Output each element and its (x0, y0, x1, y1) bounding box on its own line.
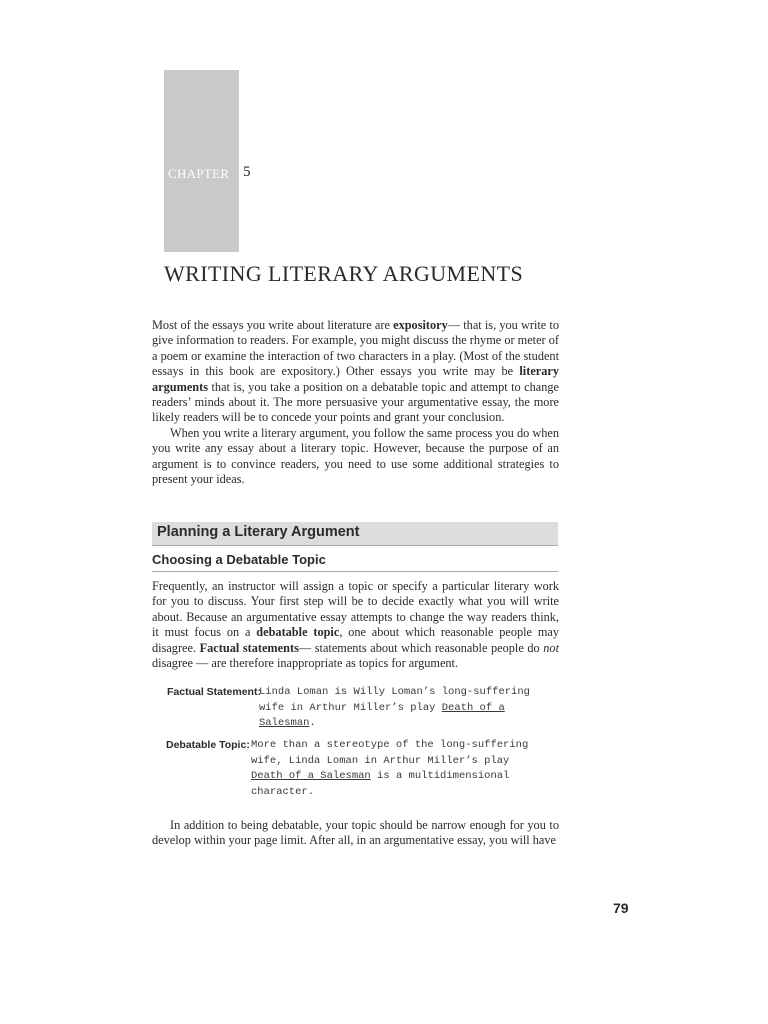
intro-paragraph-1: Most of the essays you write about literature are expository— that is, you write to give information to readers. For example, you might discuss the rhyme or meter of a poem or examine the interaction of two characters in a play. (Most of the student essays in this book are expository.) Other essays you write may be literary arguments that is, you take a position on a debatable topic and attempt to change readers’ minds about it. The more persuasive your argumentative essay, the more likely readers will be to concede your points and grant your conclusion. (152, 318, 560, 425)
subsection-rule (152, 571, 558, 572)
topic-paragraph: Frequently, an instructor will assign a topic or specify a particular literary work for you to discuss. Your first step will be to decide exactly what you will write about. Because an argumentative essay attempts to change the way readers think, it must focus on a debatable topic, one about which reasonable people may disagree. Factual statements— statements about which reasonable people do not disagree — are therefore inappropriate as topics for argument. (152, 579, 559, 671)
intro-paragraph-2: When you write a literary argument, you follow the same process you do when you write any essay about a literary topic. However, because the purpose of an argument is to convince readers, you need to use some additional strategies to present your ideas. (152, 425, 559, 487)
section-heading: Planning a Literary Argument (157, 524, 360, 540)
intro-section (152, 318, 559, 487)
key-term-expository: expository (393, 318, 448, 332)
debatable-topic-label: Debatable Topic: (166, 739, 250, 751)
page-number: 79 (613, 900, 629, 916)
debatable-topic-example: More than a stereotype of the long-suffering wife, Linda Loman in Arthur Miller’s play Death of a Salesman is a multidimensional character. (251, 739, 529, 798)
chapter-band (164, 70, 239, 252)
factual-statement-example: Linda Loman is Willy Loman’s long-suffering wife in Arthur Miller’s play Death of a Salesman. (259, 686, 530, 730)
key-term-factual-statements: Factual statements (199, 640, 299, 655)
closing-paragraph: In addition to being debatable, your topic should be narrow enough for you to develop within your page limit. After all, in an argumentative essay, you will have (152, 818, 559, 848)
closing-section (152, 818, 559, 849)
chapter-title: WRITING LITERARY ARGUMENTS (164, 261, 524, 286)
factual-statement-label: Factual Statement: (167, 686, 261, 698)
subsection-heading: Choosing a Debatable Topic (152, 552, 326, 567)
chapter-label: CHAPTER (168, 166, 230, 181)
key-term-literary-arguments: literary arguments (152, 364, 559, 394)
chapter-number: 5 (243, 164, 251, 180)
key-term-debatable-topic: debatable topic (256, 625, 340, 640)
topic-section (152, 579, 559, 671)
